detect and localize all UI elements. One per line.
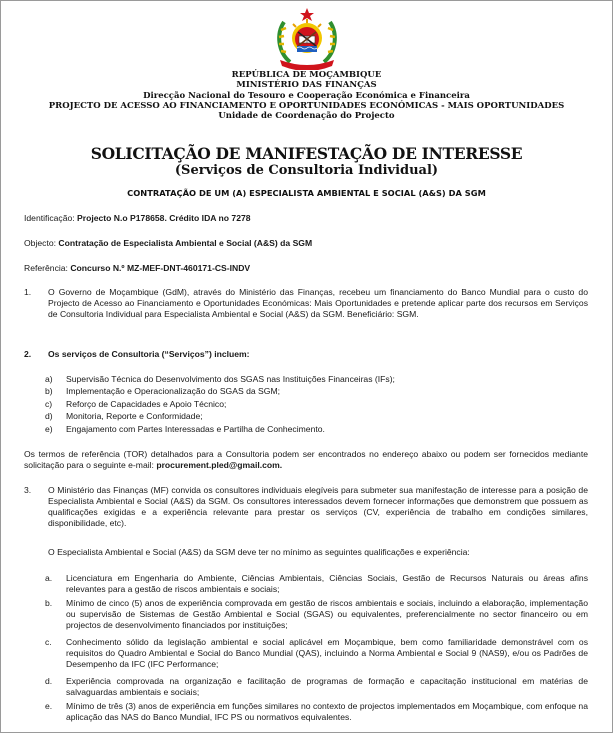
tor-paragraph: [24, 449, 588, 471]
section-1-text: O Governo de Moçambique (GdM), através do Ministério das Finanças, recebeu um financiamento do Banco Mundial para o custo do Projecto de Acesso ao Financiamento e Oportunidades Económicas: Mais Oportunidades e pretende aplicar parte dos recursos em Serviços de Consultoria Individual para Especialista Ambiental e Social (A&S) da SGM. Beneficiário: SGM.: [48, 287, 588, 319]
list-marker: c.: [45, 637, 52, 647]
list-text: Reforço de Capacidades e Apoio Técnico;: [66, 399, 227, 409]
letterhead: [1, 70, 612, 121]
title-main: SOLICITAÇÃO DE MANIFESTAÇÃO DE INTERESSE: [90, 144, 523, 163]
list-marker: b): [45, 386, 53, 396]
list-marker: e): [45, 424, 53, 434]
directorate-name: Direcção Nacional do Tesouro e Cooperação Económica e Financeira: [143, 90, 470, 101]
republic-name: REPÚBLICA DE MOÇAMBIQUE: [231, 70, 382, 80]
tor-text: Os termos de referência (TOR) detalhados para a Consultoria podem ser encontrados no endereço abaixo ou podem ser fornecidos mediante solicitação para o seguinte e-mail:: [24, 449, 588, 470]
list-marker: d): [45, 411, 53, 421]
project-name: PROJECTO DE ACESSO AO FINANCIAMENTO E OPORTUNIDADES ECONÓMICAS - MAIS OPORTUNIDADES: [48, 100, 565, 111]
section-2-number: 2.: [24, 349, 32, 359]
qualifications-intro: O Especialista Ambiental e Social (A&S) da SGM deve ter no mínimo as seguintes qualificações e experiência:: [48, 547, 470, 557]
list-text: Mínimo de cinco (5) anos de experiência comprovada em gestão de riscos ambientais e sociais, incluindo a elaboração, implementação ou supervisão de Sistemas de Gestão Ambiental e Social (SGAS) ou equivalentes, preferencialmente no sector financeiro ou em projectos de desenvolvimento financiados por instituições;: [66, 598, 588, 630]
list-marker: b.: [45, 598, 53, 608]
list-text: Licenciatura em Engenharia do Ambiente, Ciências Ambientais, Ciências Sociais, Gestão de Recursos Naturais ou áreas afins relevantes para a gestão de riscos ambientais e sociais;: [66, 573, 588, 594]
list-marker: c): [45, 399, 53, 409]
title-sub: (Serviços de Consultoria Individual): [174, 163, 439, 178]
object-value: Contratação de Especialista Ambiental e Social (A&S) da SGM: [58, 238, 313, 248]
object-label: Objecto:: [24, 238, 57, 248]
list-marker: a): [45, 374, 53, 384]
list-text: Engajamento com Partes Interessadas e Partilha de Conhecimento.: [66, 424, 325, 434]
list-marker: d.: [45, 676, 53, 686]
list-text: Monitoria, Reporte e Conformidade;: [66, 411, 203, 421]
identification-line: [24, 213, 251, 224]
reference-value: Concurso N.º MZ-MEF-DNT-460171-CS-INDV: [70, 263, 251, 273]
list-text: Supervisão Técnica do Desenvolvimento dos SGAS nas Instituições Financeiras (IFs);: [66, 374, 395, 384]
object-line: [24, 238, 312, 249]
identification-value: Projecto N.o P178658. Crédito IDA no 7278: [77, 213, 251, 223]
list-text: Experiência comprovada na organização e facilitação de programas de formação e capacitação institucional em matérias de salvaguardas ambientais e sociais;: [66, 676, 588, 697]
section-2-heading: Os serviços de Consultoria (“Serviços”) incluem:: [48, 349, 250, 359]
ministry-name: MINISTÉRIO DAS FINANÇAS: [236, 80, 377, 91]
reference-label: Referência:: [24, 263, 68, 273]
contact-email: procurement.pled@gmail.com.: [156, 460, 283, 470]
contract-subtitle: CONTRATAÇÃO DE UM (A) ESPECIALISTA AMBIENTAL E SOCIAL (A&S) DA SGM: [127, 188, 486, 198]
list-marker: a.: [45, 573, 53, 583]
list-marker: e.: [45, 701, 53, 711]
coat-of-arms-emblem: [272, 6, 342, 70]
unit-name: Unidade de Coordenação do Projecto: [218, 111, 395, 122]
section-3-text: O Ministério das Finanças (MF) convida os consultores individuais elegíveis para submeter sua manifestação de interesse para a posição de Especialista Ambiental e Social (A&S) da SGM. Os consultores interessados devem fornecer informações que demonstrem que possuem as qualificações exigidas e a experiência relevante para prestar os serviços (CV, experiência de trabalho em condições similares, disponibilidade, etc).: [48, 485, 588, 528]
section-3-number: 3.: [24, 485, 32, 495]
document-title: [1, 144, 612, 179]
list-text: Mínimo de três (3) anos de experiência em funções similares no contexto de projectos implementados em Moçambique, com enfoque na aplicação das NAS do Banco Mundial, IFC PS ou normativos equivalentes.: [66, 701, 588, 722]
list-text: Conhecimento sólido da legislação ambiental e social aplicável em Moçambique, bem como familiaridade demonstrável com os requisitos do Quadro Ambiental e Social do Banco Mundial (QAS), incluindo a Norma Ambiental e Social 9 (NAS9), e/ou os Padrões de Desempenho da IFC (IFC Performance;: [66, 637, 588, 669]
list-text: Implementação e Operacionalização do SGAS da SGM;: [66, 386, 281, 396]
reference-line: [24, 263, 250, 274]
identification-label: Identificação:: [24, 213, 75, 223]
section-1-number: 1.: [24, 287, 32, 297]
